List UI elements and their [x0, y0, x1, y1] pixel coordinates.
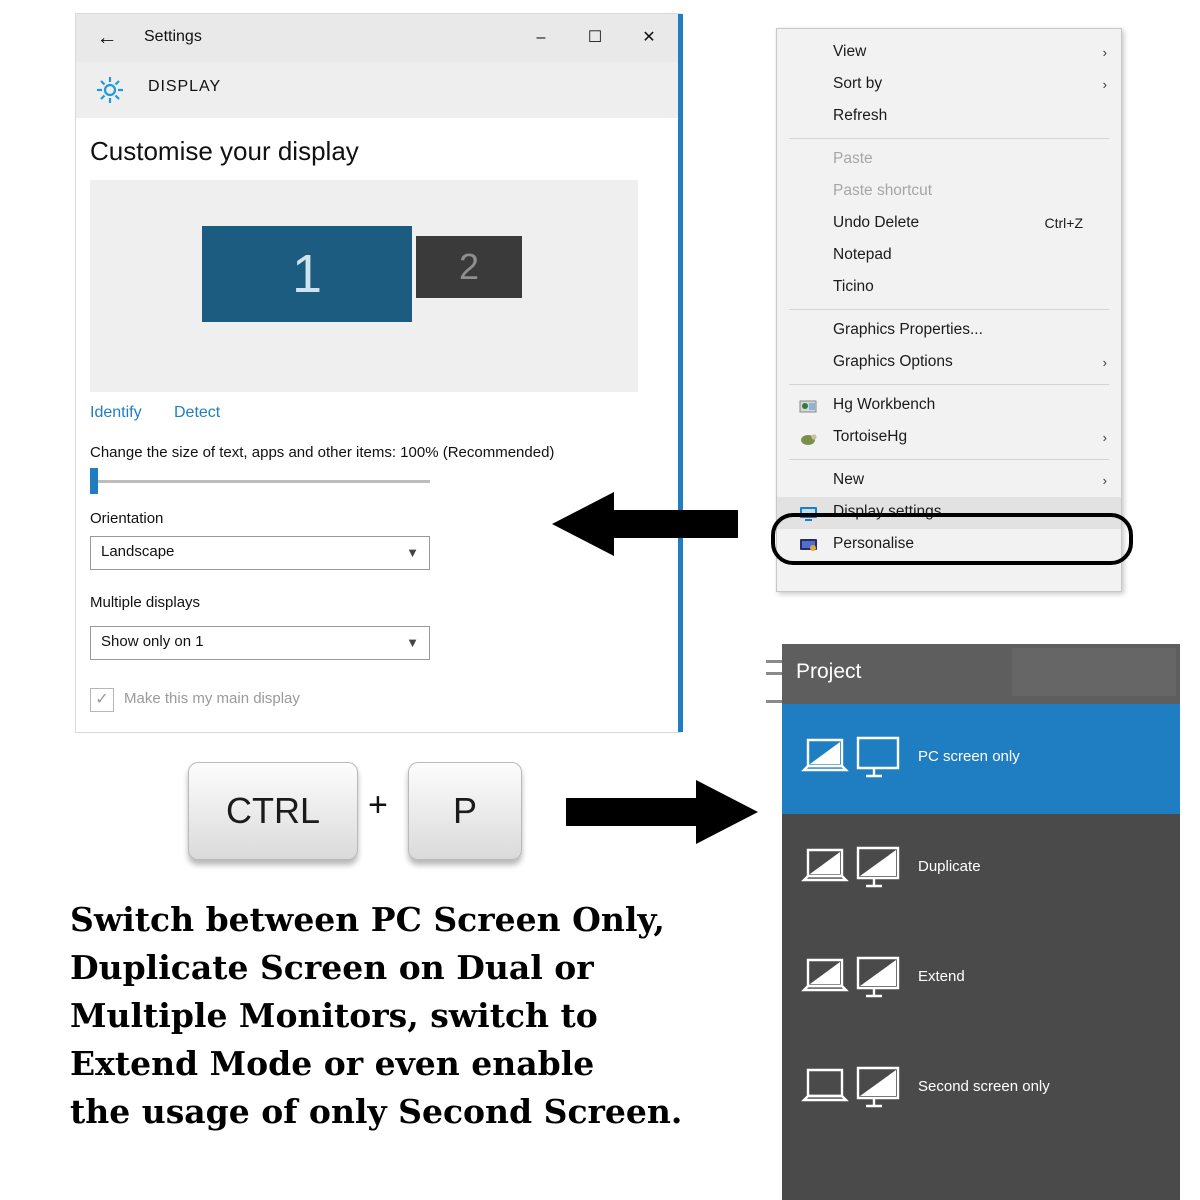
caption-line: Duplicate Screen on Dual or	[70, 948, 594, 987]
project-title: Project	[796, 660, 862, 683]
monitor-tile-2[interactable]: 2	[416, 236, 522, 298]
project-panel	[782, 644, 1180, 1200]
pc-screen-only-icon	[800, 730, 904, 788]
context-menu-item-display-settings[interactable]	[777, 497, 1121, 529]
project-option-second-screen-only[interactable]	[782, 1034, 1180, 1144]
key-p[interactable]: P	[408, 762, 522, 860]
multiple-displays-label: Multiple displays	[90, 594, 201, 611]
project-option-label: Second screen only	[918, 1078, 1050, 1095]
menu-separator	[789, 459, 1109, 460]
detect-link[interactable]: Detect	[174, 404, 221, 421]
window-title: Settings	[144, 28, 202, 45]
context-menu-item-graphics-properties[interactable]	[777, 315, 1121, 347]
project-option-duplicate[interactable]	[782, 814, 1180, 924]
menu-label: Refresh	[833, 107, 888, 124]
caption-line: the usage of only Second Screen.	[70, 1092, 683, 1131]
close-button[interactable]: ✕	[642, 29, 656, 46]
second-screen-only-icon	[800, 1060, 904, 1118]
duplicate-icon	[800, 840, 904, 898]
arrow-left-icon	[552, 492, 738, 556]
main-display-checkbox[interactable]: ✓	[90, 688, 114, 712]
chevron-right-icon: ›	[1102, 355, 1107, 370]
caption-text	[70, 896, 770, 1136]
settings-titlebar	[76, 14, 680, 62]
context-menu-item-undo-delete[interactable]	[777, 208, 1121, 240]
menu-label: Paste	[833, 150, 873, 167]
personalise-icon	[799, 536, 818, 555]
menu-label: Graphics Properties...	[833, 321, 983, 338]
context-menu-item-view[interactable]	[777, 37, 1121, 69]
scale-slider-track[interactable]	[90, 480, 430, 483]
orientation-label: Orientation	[90, 510, 164, 527]
caption-line: Extend Mode or even enable	[70, 1044, 595, 1083]
menu-label: Ticino	[833, 278, 874, 295]
gear-icon	[94, 74, 126, 106]
settings-section-header	[76, 62, 680, 118]
menu-separator	[789, 384, 1109, 385]
orientation-value: Landscape	[101, 543, 175, 560]
key-ctrl[interactable]: CTRL	[188, 762, 358, 860]
context-menu-item-ticino[interactable]	[777, 272, 1121, 304]
maximize-button[interactable]: ☐	[587, 29, 603, 46]
context-menu-item-graphics-options[interactable]	[777, 347, 1121, 379]
menu-label: View	[833, 43, 867, 60]
arrow-right-icon	[566, 780, 758, 844]
project-option-extend[interactable]	[782, 924, 1180, 1034]
section-label: DISPLAY	[148, 78, 222, 95]
menu-label: Hg Workbench	[833, 396, 936, 413]
scale-slider-thumb[interactable]	[90, 468, 98, 494]
menu-label: Sort by	[833, 75, 883, 92]
caption-line: Multiple Monitors, switch to	[70, 996, 598, 1035]
project-option-pc-screen-only[interactable]	[782, 704, 1180, 814]
page-title: Customise your display	[90, 136, 359, 166]
context-menu-item-personalise[interactable]	[777, 529, 1121, 561]
orientation-select[interactable]	[90, 536, 430, 570]
extend-icon	[800, 950, 904, 1008]
menu-label: Graphics Options	[833, 353, 953, 370]
context-menu-item-refresh[interactable]	[777, 101, 1121, 133]
menu-accelerator: Ctrl+Z	[1044, 215, 1083, 231]
menu-label: Personalise	[833, 535, 914, 552]
minimize-button[interactable]: –	[536, 29, 546, 46]
monitor-tile-1[interactable]: 1	[202, 226, 412, 322]
desktop-context-menu	[776, 28, 1122, 592]
menu-separator	[789, 138, 1109, 139]
menu-label: Undo Delete	[833, 214, 920, 231]
context-menu-item-paste-shortcut	[777, 176, 1121, 208]
settings-window	[76, 14, 680, 732]
chevron-right-icon: ›	[1102, 430, 1107, 445]
chevron-down-icon: ▼	[406, 545, 419, 560]
display-settings-icon	[799, 504, 818, 523]
menu-separator	[789, 309, 1109, 310]
monitor-arrangement-stage	[90, 180, 638, 392]
project-option-label: Duplicate	[918, 858, 981, 875]
project-option-label: PC screen only	[918, 748, 1020, 765]
menu-label: Display settings	[833, 503, 942, 520]
menu-label: New	[833, 471, 865, 488]
multiple-displays-select[interactable]	[90, 626, 430, 660]
scale-label: Change the size of text, apps and other items: 100% (Recommended)	[90, 444, 555, 461]
menu-label: TortoiseHg	[833, 428, 908, 445]
settings-body	[76, 118, 680, 732]
identify-link[interactable]: Identify	[90, 404, 142, 421]
hg-workbench-icon	[799, 397, 818, 416]
chevron-right-icon: ›	[1102, 45, 1107, 60]
context-menu-item-tortoisehg[interactable]	[777, 422, 1121, 454]
chevron-right-icon: ›	[1102, 77, 1107, 92]
tortoisehg-icon	[799, 429, 818, 448]
multiple-displays-value: Show only on 1	[101, 633, 204, 650]
context-menu-item-notepad[interactable]	[777, 240, 1121, 272]
context-menu-item-hg-workbench[interactable]	[777, 390, 1121, 422]
context-menu-item-sort-by[interactable]	[777, 69, 1121, 101]
chevron-right-icon: ›	[1102, 473, 1107, 488]
project-header	[782, 644, 1180, 704]
chevron-down-icon: ▼	[406, 635, 419, 650]
menu-label: Paste shortcut	[833, 182, 933, 199]
context-menu-item-new[interactable]	[777, 465, 1121, 497]
plus-sign: +	[368, 786, 388, 824]
main-display-label: Make this my main display	[124, 690, 300, 707]
context-menu-item-paste	[777, 144, 1121, 176]
window-edge-accent	[678, 14, 683, 732]
back-arrow-icon[interactable]: ←	[96, 26, 118, 49]
project-option-label: Extend	[918, 968, 965, 985]
menu-label: Notepad	[833, 246, 892, 263]
blurred-strip	[1012, 648, 1176, 696]
caption-line: Switch between PC Screen Only,	[70, 900, 665, 939]
